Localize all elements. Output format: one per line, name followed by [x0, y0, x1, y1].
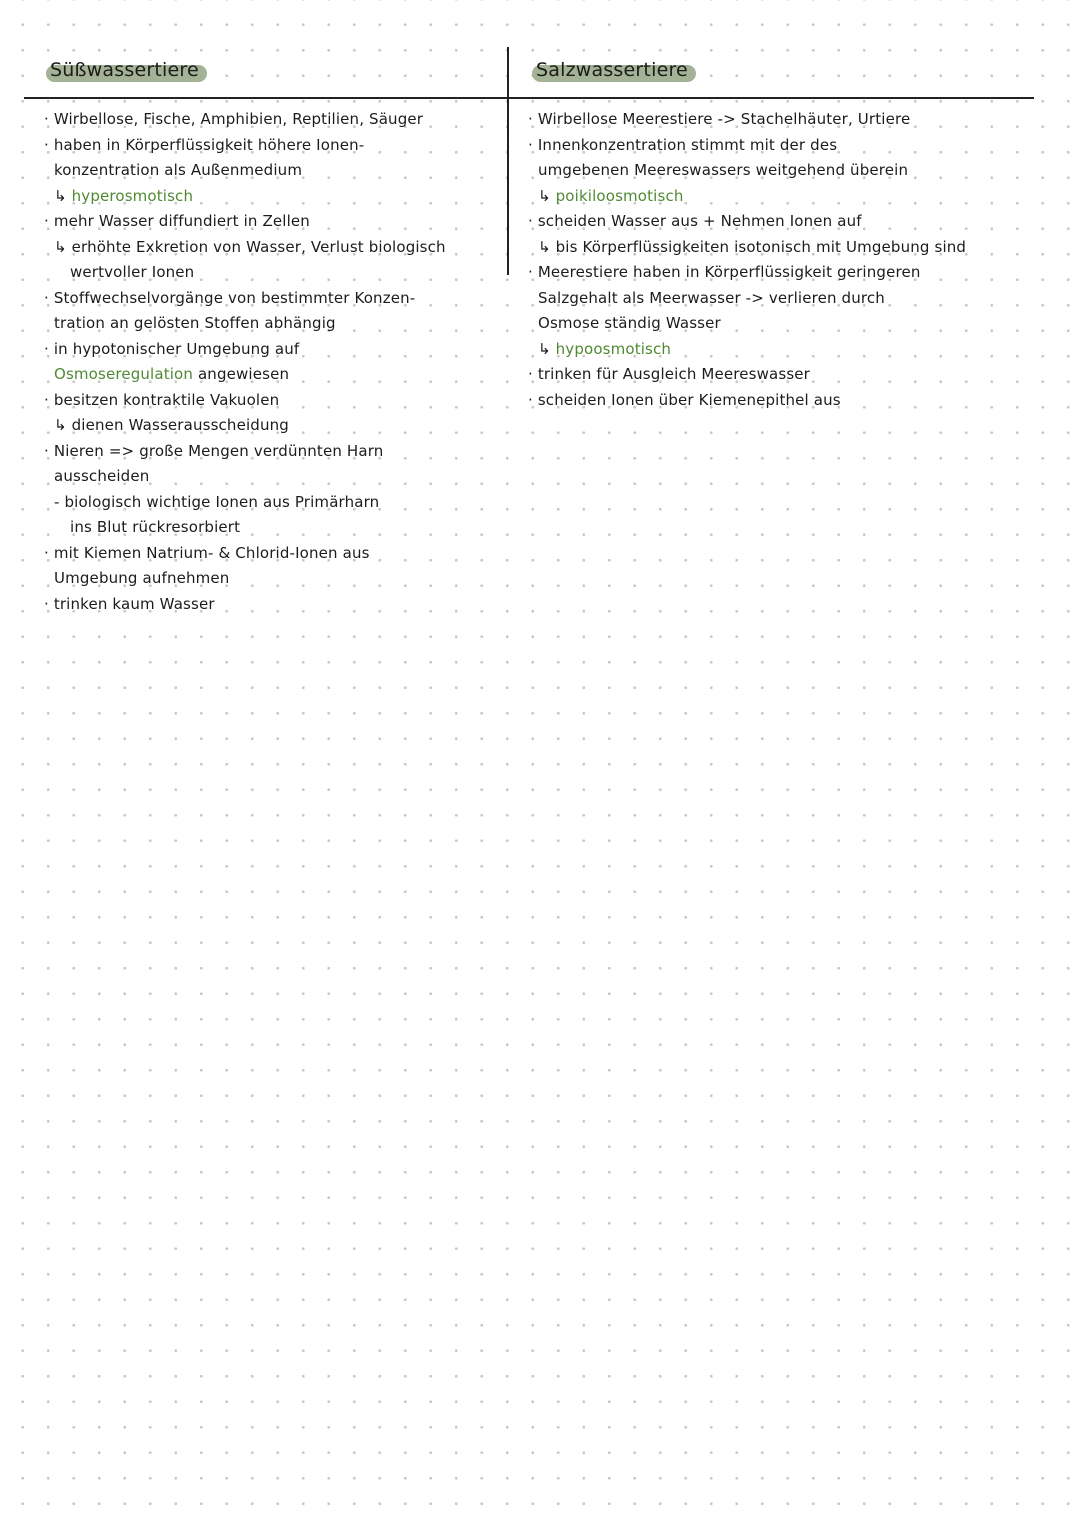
note-line [44, 362, 500, 388]
keyword-osmoseregulation: Osmoseregulation [54, 365, 194, 383]
heading-saltwater-text: Salzwassertiere [536, 59, 688, 81]
note-line: · Nieren => große Mengen verdünnten Harn [44, 441, 384, 460]
note-line: · besitzen kontraktile Vakuolen [44, 390, 280, 409]
note-line: wertvoller Ionen [70, 263, 195, 281]
note-line: - biologisch wichtige Ionen aus Primärharn [54, 492, 380, 511]
note-line: umgebenen Meereswassers weitgehend überein [538, 161, 909, 179]
table-header-divider [24, 97, 1034, 99]
note-text: angewiesen [197, 365, 290, 383]
arrow-icon: ↳ [538, 186, 551, 205]
saltwater-column [528, 107, 1038, 413]
note-line: Osmose ständig Wasser [538, 314, 721, 332]
note-line: ↳ bis Körperflüssigkeiten isotonisch mit Umgebung sind [538, 237, 967, 256]
keyword-poikiloosmotisch: poikiloosmotisch [555, 186, 684, 205]
arrow-icon: ↳ [538, 339, 551, 358]
note-line: ausscheiden [54, 467, 150, 485]
keyword-hypoosmotisch: hypoosmotisch [555, 339, 672, 358]
note-line: · in hypotonischer Umgebung auf [44, 339, 300, 358]
note-line: · Wirbellose, Fische, Amphibien, Reptilien, Säuger [44, 110, 424, 128]
table-column-divider [507, 47, 509, 275]
note-line: · scheiden Wasser aus + Nehmen Ionen auf [528, 212, 862, 230]
note-line: · mehr Wasser diffundiert in Zellen [44, 212, 310, 230]
note-line: · trinken kaum Wasser [44, 594, 215, 613]
note-line: Salzgehalt als Meerwasser -> verlieren durch [538, 288, 885, 307]
note-line: · Stoffwechselvorgänge von bestimmter Konzen- [44, 288, 416, 307]
heading-saltwater [532, 56, 696, 84]
note-line [528, 184, 1038, 210]
note-line: tration an gelösten Stoffen abhängig [54, 314, 336, 332]
keyword-hyperosmotisch: hyperosmotisch [71, 186, 194, 205]
note-line: · Meerestiere haben in Körperflüssigkeit geringeren [528, 263, 921, 281]
arrow-icon: ↳ [54, 186, 67, 205]
note-line: · mit Kiemen Natrium- & Chlorid-Ionen aus [44, 543, 370, 562]
note-line: · trinken für Ausgleich Meereswasser [528, 365, 810, 383]
note-line: · Wirbellose Meerestiere -> Stachelhäuter, Urtiere [528, 110, 911, 128]
note-line: ↳ erhöhte Exkretion von Wasser, Verlust biologisch [54, 237, 446, 256]
note-line: ↳ dienen Wasserausscheidung [54, 416, 289, 434]
note-line [44, 184, 500, 210]
note-line: ins Blut rückresorbiert [70, 518, 241, 536]
note-line: · haben in Körperflüssigkeit höhere Ionen- [44, 135, 365, 154]
heading-freshwater [46, 56, 207, 84]
freshwater-column [44, 107, 500, 617]
note-line: konzentration als Außenmedium [54, 161, 303, 179]
note-line [528, 337, 1038, 363]
note-line: · scheiden Ionen über Kiemenepithel aus [528, 390, 841, 409]
note-line: · Innenkonzentration stimmt mit der des [528, 135, 838, 154]
heading-freshwater-text: Süßwassertiere [50, 59, 199, 81]
note-line: Umgebung aufnehmen [54, 569, 230, 587]
